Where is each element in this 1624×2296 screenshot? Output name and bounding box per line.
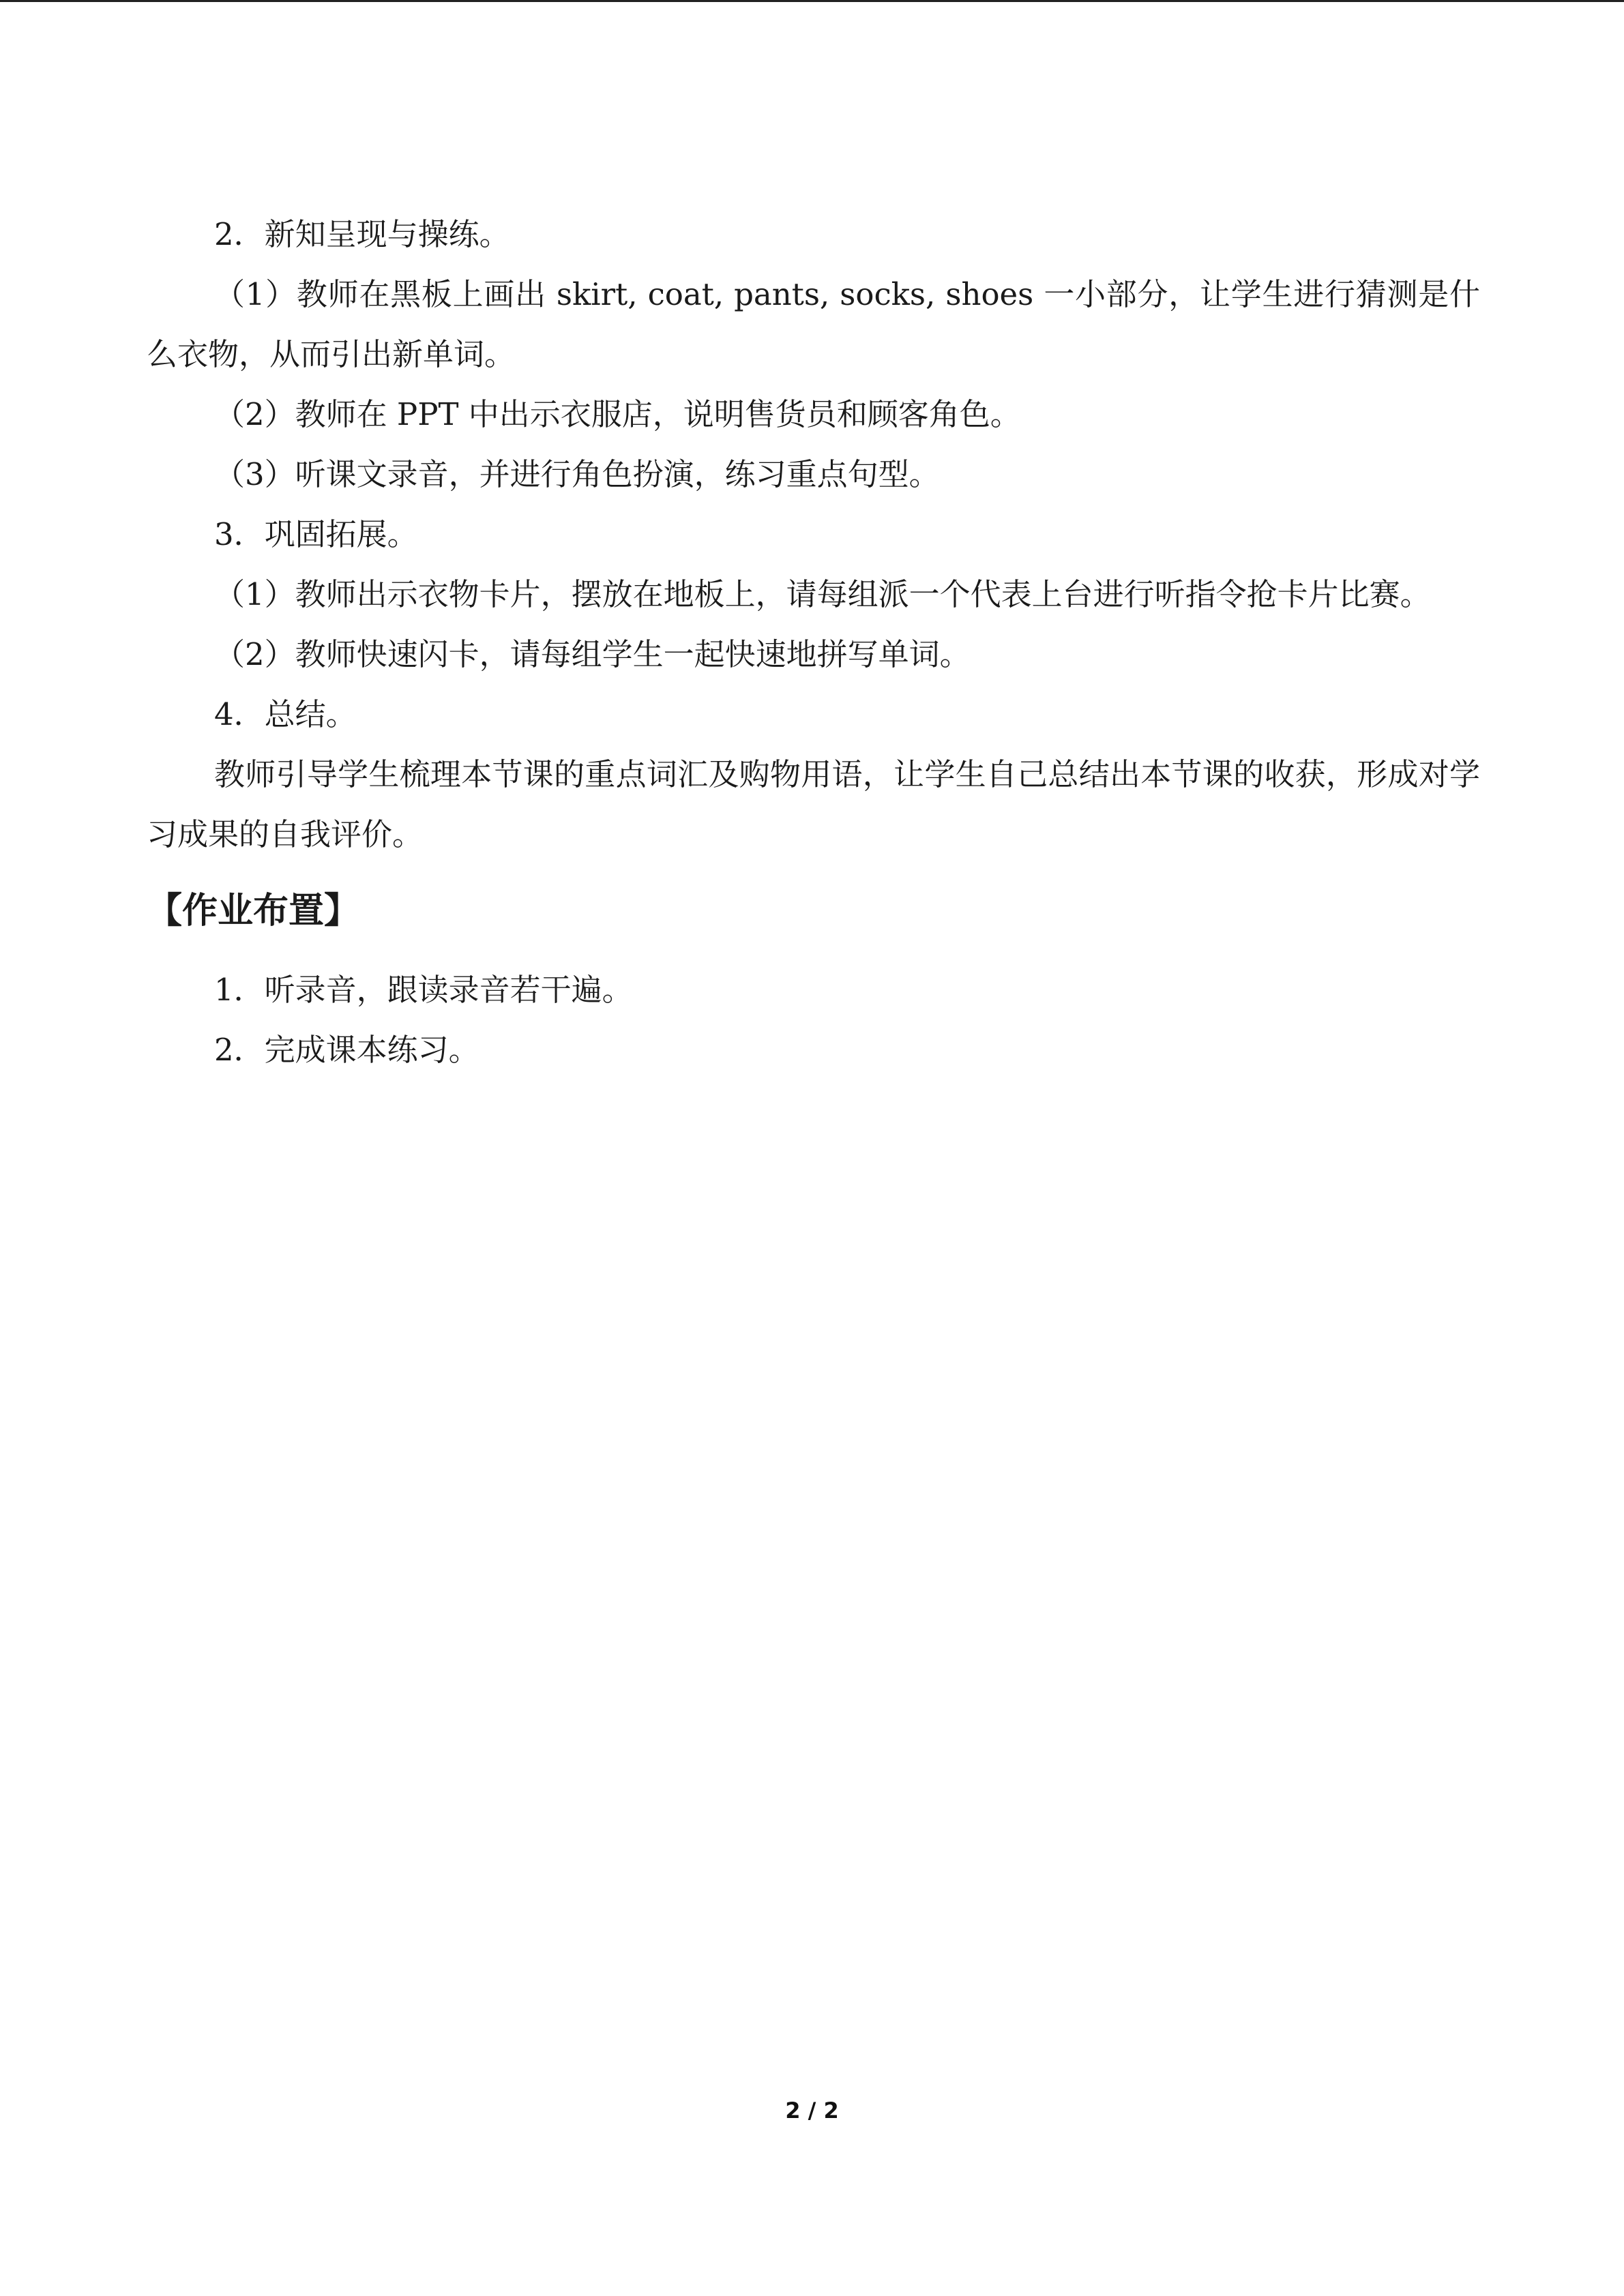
step-3-item-2: （2）教师快速闪卡，请每组学生一起快速地拼写单词。 [214,636,971,672]
document-body [147,205,1480,1080]
step-3-item-1: （1）教师出示衣物卡片，摆放在地板上，请每组派一个代表上台进行听指令抢卡片比赛。 [214,576,1431,612]
homework-heading: 【作业布置】 [147,891,360,931]
step-2-item-2: （2）教师在 PPT 中出示衣服店，说明售货员和顾客角色。 [214,396,1021,432]
homework-item-1: 1．听录音，跟读录音若干遍。 [214,972,633,1008]
summary-paragraph: 教师引导学生梳理本节课的重点词汇及购物用语，让学生自己总结出本节课的收获，形成对学习成果的自我评价。 [147,756,1480,852]
page-number: 2 / 2 [785,2098,839,2123]
page-top-border [0,0,1624,2]
step-3-title: 3．巩固拓展。 [214,516,418,552]
step-2-item-3: （3）听课文录音，并进行角色扮演，练习重点句型。 [214,456,940,492]
step-4-title: 4．总结。 [214,696,357,732]
homework-item-2: 2．完成课本练习。 [214,1032,479,1068]
step-2-item-1: （1）教师在黑板上画出 skirt, coat, pants, socks, shoes 一小部分，让学生进行猜测是什么衣物，从而引出新单词。 [147,276,1480,372]
step-2-title: 2．新知呈现与操练。 [214,216,510,252]
